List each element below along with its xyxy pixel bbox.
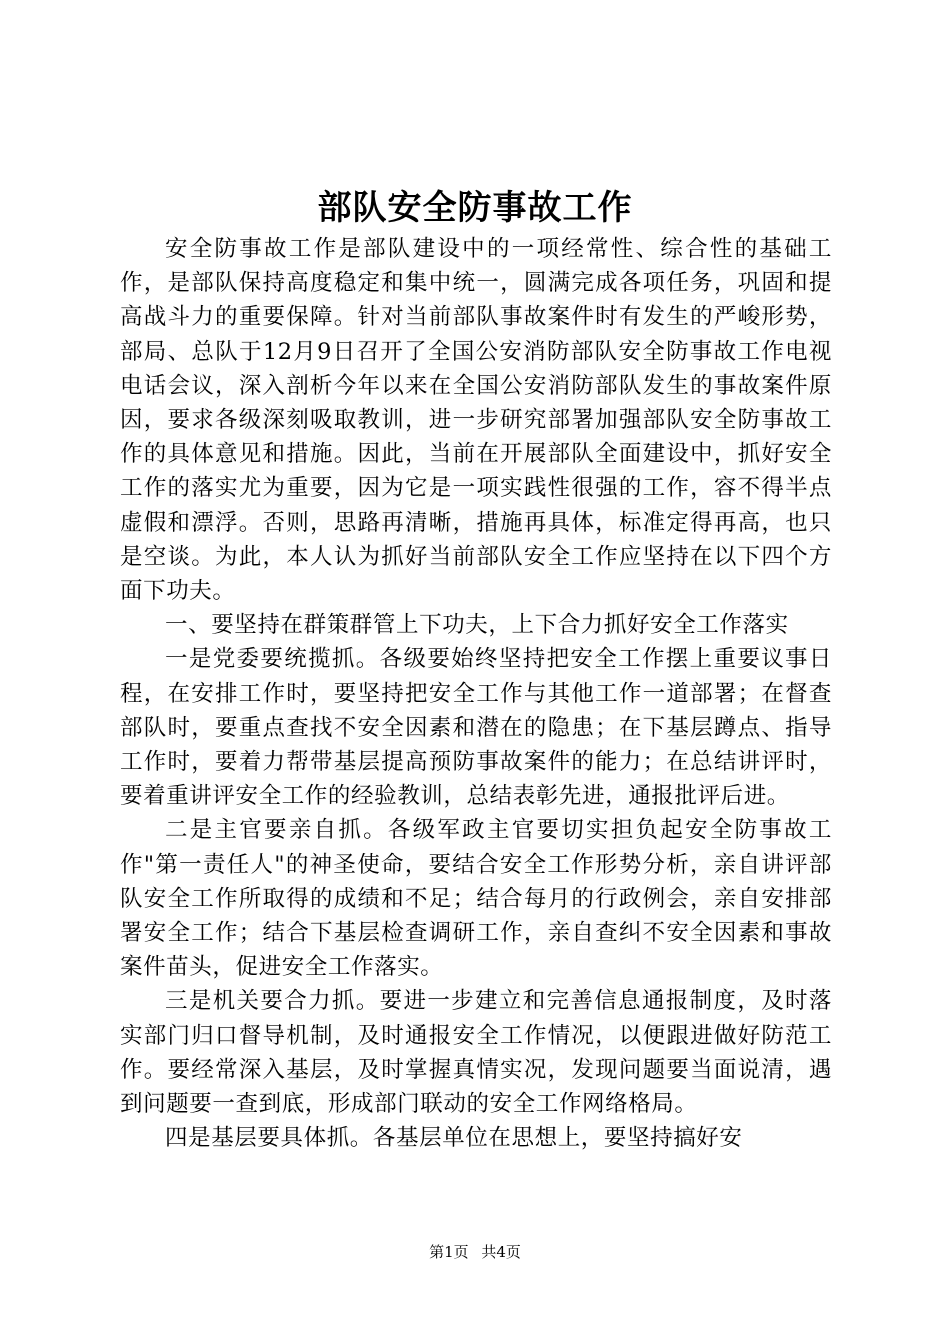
document-title: 部队安全防事故工作 [317,188,633,228]
body-paragraph: 三是机关要合力抓。要进一步建立和完善信息通报制度，及时落实部门归口督导机制，及时通报安全工作情况，以便跟进做好防范工作。要经常深入基层，及时掌握真情实况，发现问题要当面说清，遇到问题要一查到底，形成部门联动的安全工作网络格局。 [120,988,832,1118]
body-paragraph: 安全防事故工作是部队建设中的一项经常性、综合性的基础工作，是部队保持高度稳定和集中统一，圆满完成各项任务，巩固和提高战斗力的重要保障。针对当前部队事故案件时有发生的严峻形势，部局、总队于12月9日召开了全国公安消防部队安全防事故工作电视电话会议，深入剖析今年以来在全国公安消防部队发生的事故案件原因，要求各级深刻吸取教训，进一步研究部署加强部队安全防事故工作的具体意见和措施。因此，当前在开展部队全面建设中，抓好安全工作的落实尤为重要，因为它是一项实践性很强的工作，容不得半点虚假和漂浮。否则，思路再清晰，措施再具体，标准定得再高，也只是空谈。为此，本人认为抓好当前部队安全工作应坚持在以下四个方面下功夫。 [120,236,832,605]
document-body [120,232,832,1155]
body-paragraph: 二是主官要亲自抓。各级军政主官要切实担负起安全防事故工作"第一责任人"的神圣使命，要结合安全工作形势分析，亲自讲评部队安全工作所取得的成绩和不足；结合每月的行政例会，亲自安排部署安全工作；结合下基层检查调研工作，亲自查纠不安全因素和事故案件苗头，促进安全工作落实。 [120,817,832,981]
page-number: 第1页 [429,1243,469,1261]
body-paragraph: 四是基层要具体抓。各基层单位在思想上，要坚持搞好安 [165,1125,743,1152]
page-footer [0,1242,950,1262]
section-heading: 一、要坚持在群策群管上下功夫，上下合力抓好安全工作落实 [165,612,789,639]
body-paragraph: 一是党委要统揽抓。各级要始终坚持把安全工作摆上重要议事日程，在安排工作时，要坚持把安全工作与其他工作一道部署；在督查部队时，要重点查找不安全因素和潜在的隐患；在下基层蹲点、指导工作时，要着力帮带基层提高预防事故案件的能力；在总结讲评时，要着重讲评安全工作的经验教训，总结表彰先进，通报批评后进。 [120,646,832,810]
page-total: 共4页 [481,1243,521,1261]
